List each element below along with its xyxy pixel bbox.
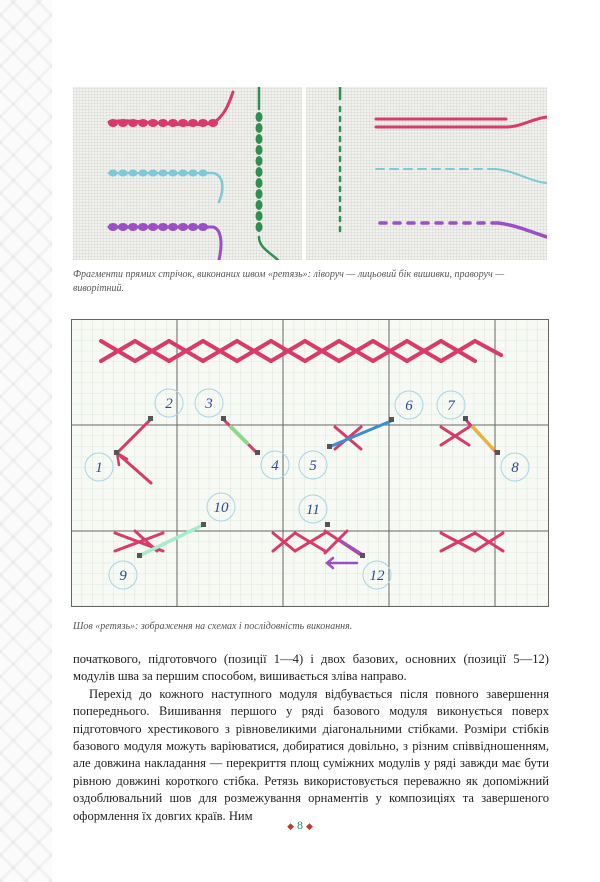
photo-caption: Фрагменти прямих стрічок, виконаних швом «ретязь»: ліворуч — лицьовий бік вишивки, праворуч — виворітний.	[73, 269, 505, 294]
step-label-5: 5	[309, 458, 317, 474]
step-label-1: 1	[95, 460, 103, 476]
diamond-ornament-icon: ◆	[306, 821, 313, 831]
step-label-10: 10	[213, 500, 229, 516]
step-label-7: 7	[447, 398, 455, 414]
page-number-value: 8	[297, 818, 303, 832]
step-label-4: 4	[271, 458, 279, 474]
step-label-8: 8	[511, 460, 519, 476]
decorative-ornament-border	[0, 0, 52, 882]
page-number	[270, 818, 330, 833]
paragraph-1: початкового, підготовчого (позиції 1—4) і двох базових, основних (позиції 5—12) модулів шва за першим способом, вишивається зліва направо.	[73, 652, 549, 684]
paragraph-2: Перехід до кожного наступного модуля відбувається після повного завершення попереднього. Вишивання першого у ряді базового модуля виконується поверх підготовчого хрестикового з рівновеликими діагональними стібками. Розміри стібків базового модуля можуть варіюватися, добиратися довільно, з різним співвідношенням, але довжина накладання — перекриття площ суміжних модулів у ряді завжди має бути рівною довжині короткого стібка. Ретязь використовується переважно як допоміжний оздоблювальний шов для розмежування орнаментів у композиціях та завершеного оформлення їх довгих країв. Ним	[73, 686, 549, 823]
embroidery-photo-back	[306, 87, 547, 260]
embroidery-photo-back-art	[306, 87, 547, 260]
diamond-ornament-icon: ◆	[287, 821, 294, 831]
step-label-12: 12	[369, 568, 385, 584]
body-text	[73, 651, 549, 825]
step-label-11: 11	[306, 502, 320, 518]
diagram-caption: Шов «ретязь»: зображення на схемах і послідовність виконання.	[73, 621, 353, 632]
step-label-2: 2	[165, 396, 173, 412]
step-label-3: 3	[205, 396, 213, 412]
step-label-9: 9	[119, 568, 127, 584]
step-label-6: 6	[405, 398, 413, 414]
embroidery-photo-front-art	[73, 87, 302, 260]
stitch-diagram	[71, 319, 549, 607]
embroidery-photo-front	[73, 87, 302, 260]
